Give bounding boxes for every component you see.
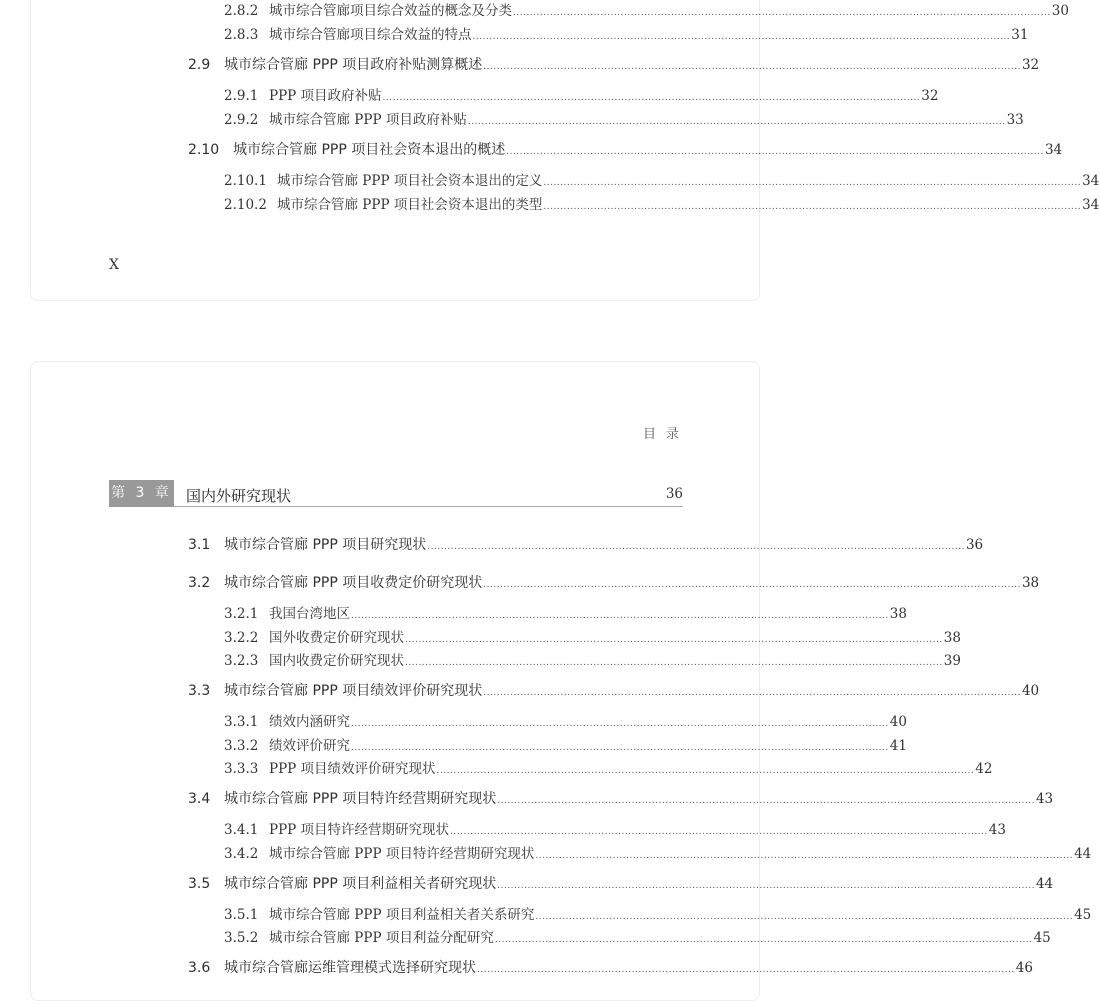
entry-number: 3.6 [188, 960, 211, 976]
entry-number: 3.5 [188, 876, 211, 892]
entry-page: 42 [975, 761, 993, 777]
dot-leader: ................................................................................................................................................................ [477, 965, 1015, 975]
dot-leader: ................................................................................................................................................................ [483, 688, 1021, 698]
entry-number: 3.2.1 [224, 606, 259, 622]
entry-title: PPP 项目特许经营期研究现状 [269, 822, 450, 838]
dot-leader: ................................................................................................................................................................ [382, 93, 921, 103]
toc-entry[interactable] [224, 903, 1092, 923]
entry-number: 3.4.1 [224, 822, 259, 838]
entry-page: 34 [1082, 173, 1099, 189]
dot-leader: ................................................................................................................................................................ [535, 912, 1074, 922]
entry-title: 国内收费定价研究现状 [269, 653, 404, 669]
entry-number: 3.5.2 [224, 930, 259, 946]
entry-page: 34 [1044, 142, 1063, 158]
toc-entry[interactable] [224, 169, 1099, 189]
entry-title: 国外收费定价研究现状 [269, 630, 404, 646]
toc-section[interactable] [188, 680, 1040, 700]
entry-title: 城市综合管廊 PPP 项目绩效评价研究现状 [224, 683, 483, 699]
dot-leader: ................................................................................................................................................................ [450, 827, 988, 837]
entry-number: 3.3.3 [224, 761, 259, 777]
entry-number: 3.2.2 [224, 630, 259, 646]
entry-page: 32 [921, 88, 939, 104]
dot-leader: ................................................................................................................................................................ [467, 117, 1006, 127]
chapter-label: 第 3 章 [109, 480, 174, 507]
toc-entry[interactable] [224, 842, 1092, 862]
entry-title: 城市综合管廊 PPP 项目利益分配研究 [269, 930, 494, 946]
entry-number: 2.8.2 [224, 3, 259, 19]
toc-section[interactable] [188, 54, 1040, 74]
entry-page: 44 [1035, 876, 1054, 892]
toc-entry[interactable] [224, 602, 907, 622]
dot-leader: ................................................................................................................................................................ [513, 8, 1051, 18]
entry-number: 3.4 [188, 791, 211, 807]
entry-number: 2.9 [188, 57, 211, 73]
toc-entry[interactable] [224, 626, 961, 646]
entry-title: 城市综合管廊 PPP 项目社会资本退出的概述 [233, 142, 506, 158]
toc-entry[interactable] [224, 193, 1099, 213]
entry-page: 32 [1021, 57, 1040, 73]
dot-leader: ................................................................................................................................................................ [405, 658, 943, 668]
dot-leader: ................................................................................................................................................................ [497, 796, 1035, 806]
toc-entry[interactable] [224, 926, 1051, 946]
dot-leader: ................................................................................................................................................................ [351, 611, 889, 621]
chapter-heading[interactable] [109, 480, 683, 507]
entry-page: 40 [889, 714, 907, 730]
entry-page: 45 [1033, 930, 1051, 946]
toc-page-top [30, 0, 1099, 301]
toc-entry[interactable] [224, 757, 993, 777]
dot-leader: ................................................................................................................................................................ [543, 202, 1082, 212]
toc-section[interactable] [188, 788, 1054, 808]
toc-section[interactable] [188, 139, 1063, 159]
toc-entry[interactable] [224, 108, 1024, 128]
entry-page: 33 [1006, 112, 1024, 128]
entry-page: 38 [1021, 575, 1040, 591]
dot-leader: ................................................................................................................................................................ [436, 766, 975, 776]
entry-number: 3.3 [188, 683, 211, 699]
entry-page: 44 [1074, 846, 1092, 862]
entry-title: 绩效内涵研究 [269, 714, 350, 730]
entry-number: 2.9.2 [224, 112, 259, 128]
entry-number: 2.8.3 [224, 27, 259, 43]
entry-page: 39 [943, 653, 961, 669]
entry-title: 城市综合管廊 PPP 项目利益相关者关系研究 [269, 907, 535, 923]
entry-page: 41 [889, 738, 907, 754]
dot-leader: ................................................................................................................................................................ [483, 580, 1021, 590]
toc-entry[interactable] [224, 710, 907, 730]
entry-page: 38 [943, 630, 961, 646]
dot-leader: ................................................................................................................................................................ [405, 635, 943, 645]
entry-title: 城市综合管廊 PPP 项目社会资本退出的定义 [277, 173, 543, 189]
toc-entry[interactable] [224, 649, 961, 669]
entry-number: 3.3.2 [224, 738, 259, 754]
entry-number: 3.5.1 [224, 907, 259, 923]
entry-page: 40 [1021, 683, 1040, 699]
entry-number: 3.3.1 [224, 714, 259, 730]
toc-section[interactable] [188, 534, 984, 554]
entry-title: 城市综合管廊 PPP 项目特许经营期研究现状 [224, 791, 497, 807]
page-number: X [109, 257, 119, 273]
entry-title: 绩效评价研究 [269, 738, 350, 754]
dot-leader: ................................................................................................................................................................ [472, 32, 1011, 42]
entry-title: 城市综合管廊项目综合效益的概念及分类 [269, 3, 512, 19]
toc-entry[interactable] [224, 23, 1029, 43]
dot-leader: ................................................................................................................................................................ [494, 935, 1033, 945]
toc-page-bottom [30, 361, 1092, 1001]
toc-entry[interactable] [224, 84, 939, 104]
dot-leader: ................................................................................................................................................................ [427, 542, 965, 552]
dot-leader: ................................................................................................................................................................ [543, 178, 1082, 188]
dot-leader: ................................................................................................................................................................ [483, 62, 1021, 72]
chapter-title: 国内外研究现状 [186, 487, 292, 505]
entry-title: 城市综合管廊 PPP 项目利益相关者研究现状 [224, 876, 497, 892]
entry-page: 34 [1082, 197, 1099, 213]
entry-title: 城市综合管廊 PPP 项目研究现状 [224, 537, 427, 553]
entry-title: 城市综合管廊运维管理模式选择研究现状 [224, 960, 476, 976]
entry-title: 城市综合管廊 PPP 项目收费定价研究现状 [224, 575, 483, 591]
entry-page: 43 [1035, 791, 1054, 807]
entry-number: 3.1 [188, 537, 211, 553]
entry-page: 30 [1051, 3, 1069, 19]
dot-leader: ................................................................................................................................................................ [351, 719, 889, 729]
entry-number: 2.10 [188, 142, 220, 158]
entry-page: 43 [988, 822, 1006, 838]
toc-section[interactable] [188, 873, 1054, 893]
entry-title: 城市综合管廊 PPP 项目政府补贴 [269, 112, 467, 128]
entry-page: 31 [1011, 27, 1029, 43]
entry-title: 我国台湾地区 [269, 606, 350, 622]
entry-title: 城市综合管廊 PPP 项目政府补贴测算概述 [224, 57, 483, 73]
dot-leader: ................................................................................................................................................................ [535, 851, 1074, 861]
toc-section[interactable] [188, 572, 1040, 592]
dot-leader: ................................................................................................................................................................ [497, 881, 1035, 891]
dot-leader: ................................................................................................................................................................ [506, 147, 1044, 157]
entry-title: 城市综合管廊 PPP 项目特许经营期研究现状 [269, 846, 535, 862]
toc-entry[interactable] [224, 818, 1006, 838]
entry-title: PPP 项目政府补贴 [269, 88, 382, 104]
entry-title: 城市综合管廊 PPP 项目社会资本退出的类型 [277, 197, 543, 213]
toc-entry[interactable] [224, 734, 907, 754]
chapter-page: 36 [665, 486, 683, 502]
entry-number: 3.2.3 [224, 653, 259, 669]
entry-page: 46 [1015, 960, 1033, 976]
entry-page: 36 [965, 537, 984, 553]
entry-number: 3.4.2 [224, 846, 259, 862]
entry-title: PPP 项目绩效评价研究现状 [269, 761, 436, 777]
entry-page: 45 [1074, 907, 1092, 923]
entry-number: 2.10.1 [224, 173, 267, 189]
entry-page: 38 [889, 606, 907, 622]
running-header: 目录 [643, 427, 690, 442]
entry-title: 城市综合管廊项目综合效益的特点 [269, 27, 472, 43]
toc-section[interactable] [188, 957, 1033, 977]
entry-number: 2.9.1 [224, 88, 259, 104]
entry-number: 3.2 [188, 575, 211, 591]
toc-entry[interactable] [224, 0, 1069, 19]
entry-number: 2.10.2 [224, 197, 267, 213]
dot-leader: ................................................................................................................................................................ [351, 743, 889, 753]
